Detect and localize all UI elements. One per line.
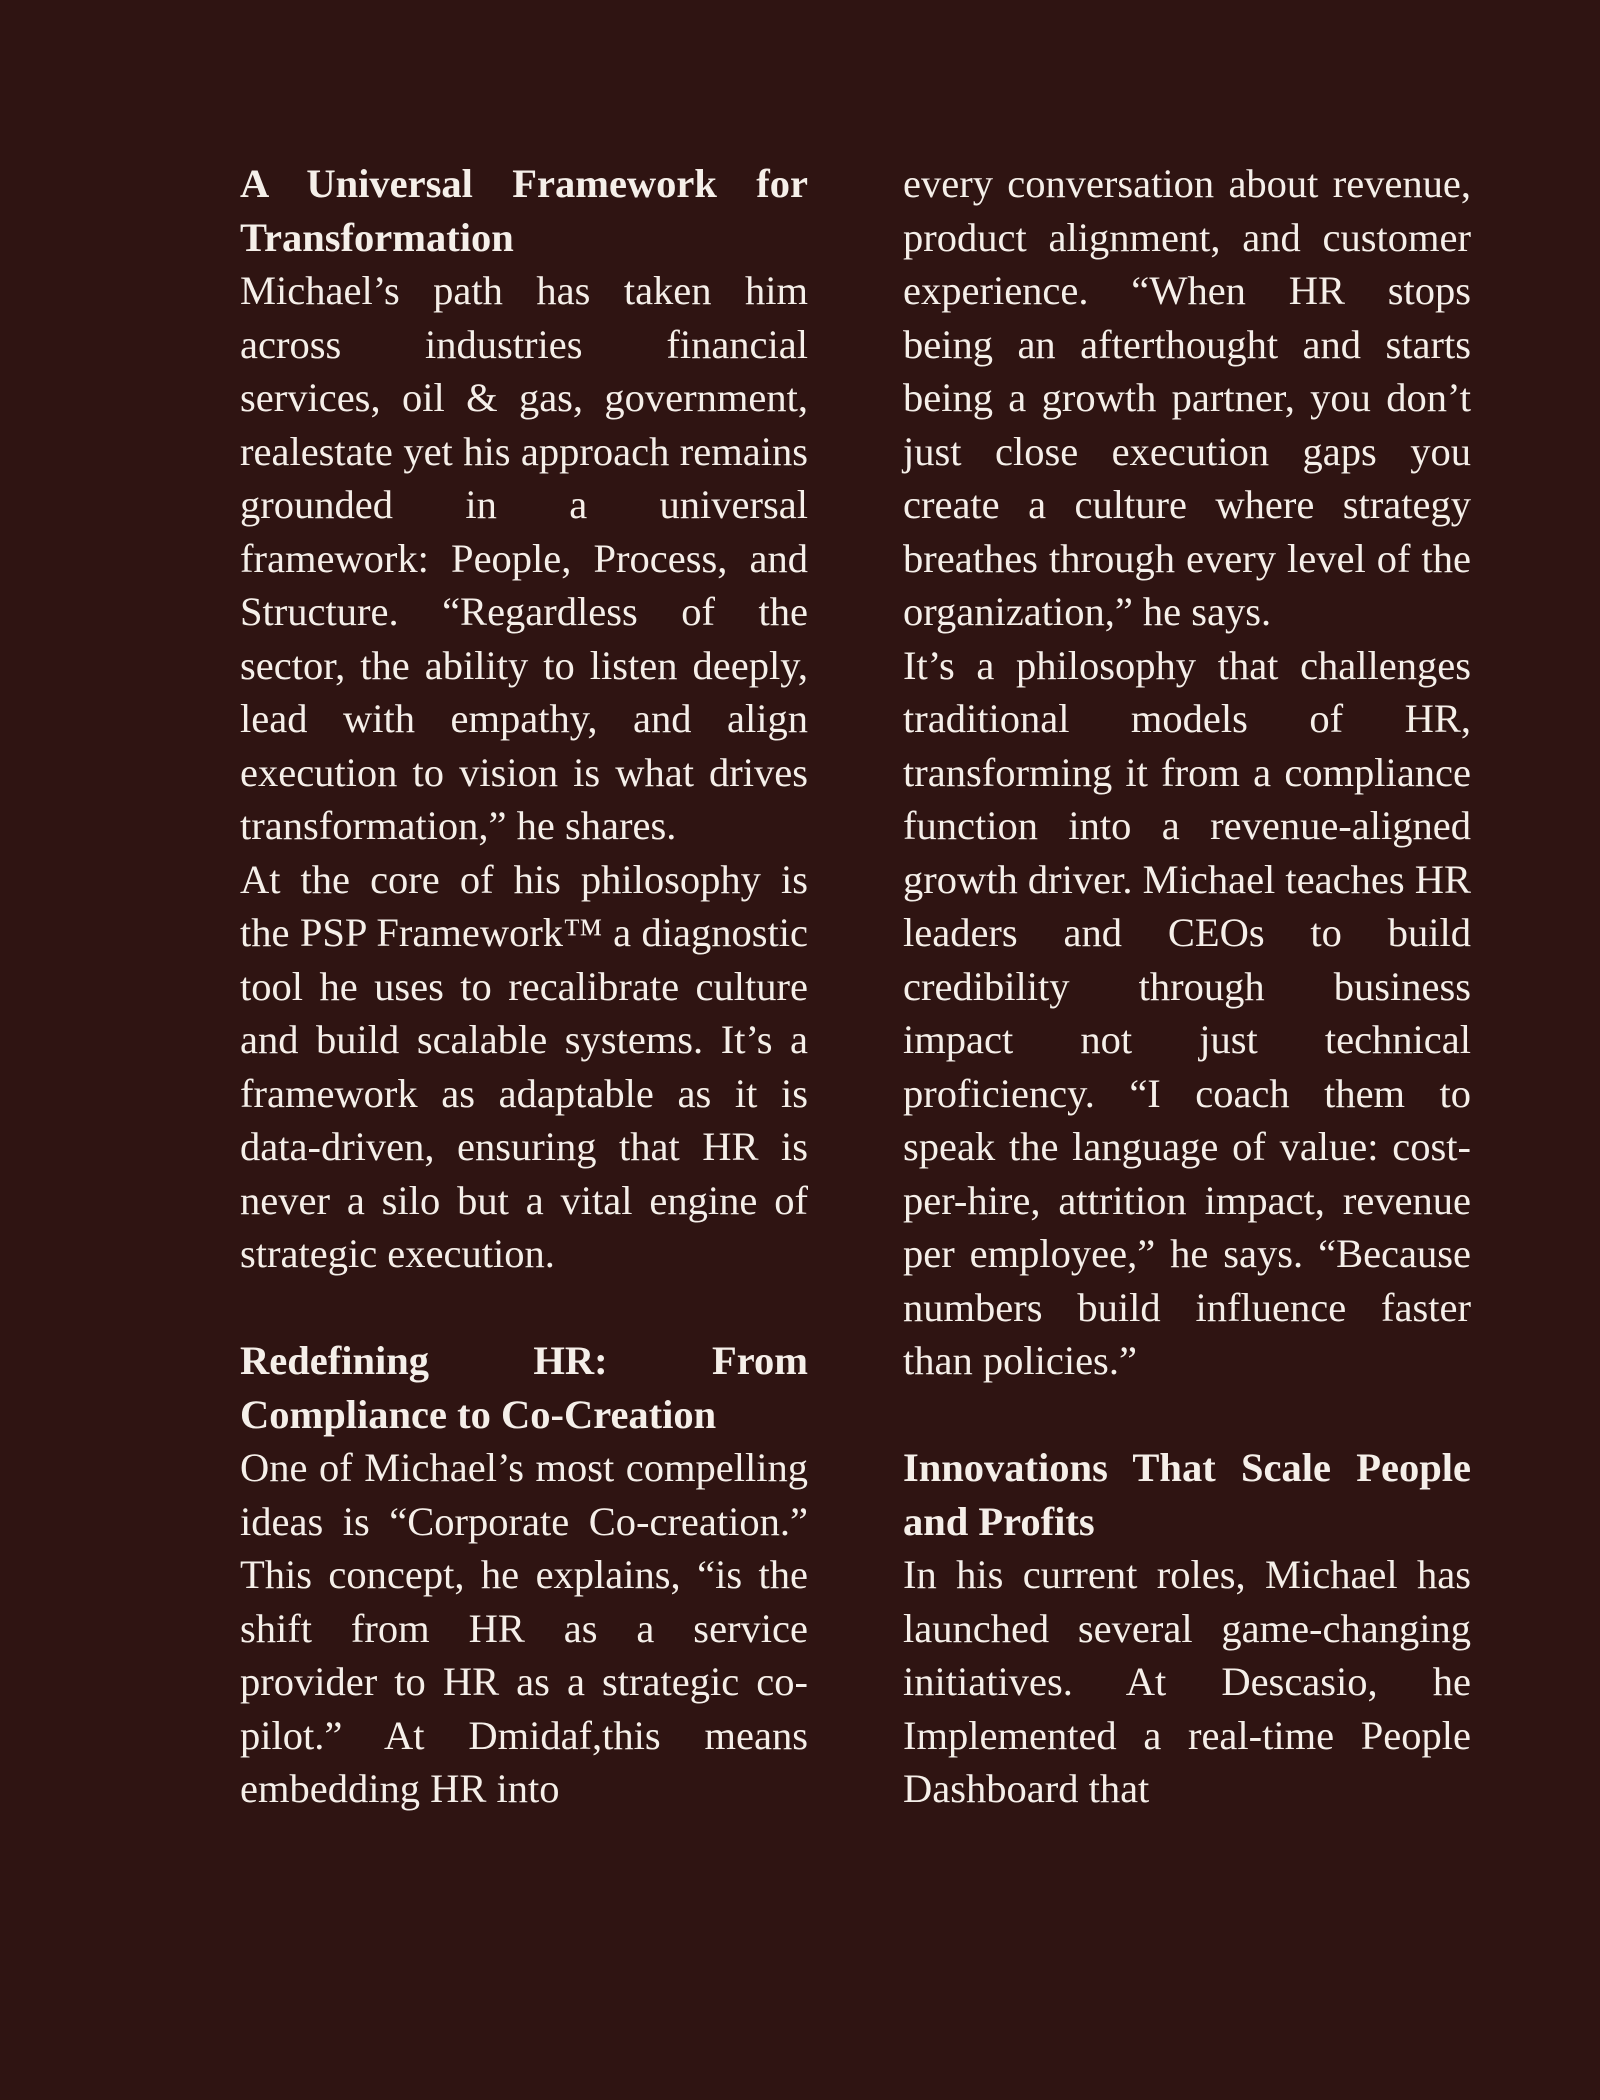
section-heading-redefining-hr: Redefining HR: From Compliance to Co-Creation — [240, 1338, 808, 1437]
left-column — [240, 157, 808, 1816]
section-heading-universal-framework: A Universal Framework for Transformation — [240, 161, 808, 260]
section-heading-innovations: Innovations That Scale People and Profits — [903, 1445, 1471, 1544]
paragraph-michaels-path: Michael’s path has taken him across industries financial services, oil & gas, government, realestate yet his approach remains grounded in a universal framework: People, Process, and Structure. “Regardless of the sector, the ability to listen deeply, lead with empathy, and align execution to vision is what drives transformation,” he shares. — [240, 268, 808, 848]
paragraph-psp-framework: At the core of his philosophy is the PSP Framework™ a diagnostic tool he uses to recalibrate culture and build scalable systems. It’s a framework as adaptable as it is data-driven, ensuring that HR is never a silo but a vital engine of strategic execution. — [240, 856, 808, 1276]
paragraph-current-roles: In his current roles, Michael has launched several game-changing initiatives. At Descasio, he Implemented a real-time People Dashboard that — [903, 1552, 1471, 1811]
paragraph-philosophy-challenges: It’s a philosophy that challenges traditional models of HR, transforming it from a compliance function into a revenue-aligned growth driver. Michael teaches HR leaders and CEOs to build credibility through business impact not just technical proficiency. “I coach them to speak the language of value: cost-per-hire, attrition impact, revenue per employee,” he says. “Because numbers build influence faster than policies.” — [903, 642, 1471, 1383]
section-spacer — [903, 1388, 1471, 1442]
paragraph-growth-partner: every conversation about revenue, product alignment, and customer experience. “When HR stops being an afterthought and starts being a growth partner, you don’t just close execution gaps you create a culture where strategy breathes through every level of the organization,” he says. — [903, 161, 1471, 634]
paragraph-corporate-co-creation: One of Michael’s most compelling ideas is “Corporate Co-creation.” This concept, he explains, “is the shift from HR as a service provider to HR as a strategic co-pilot.” At Dmidaf,this means embedding HR into — [240, 1445, 808, 1811]
right-column — [903, 157, 1471, 1816]
section-spacer — [240, 1281, 808, 1335]
